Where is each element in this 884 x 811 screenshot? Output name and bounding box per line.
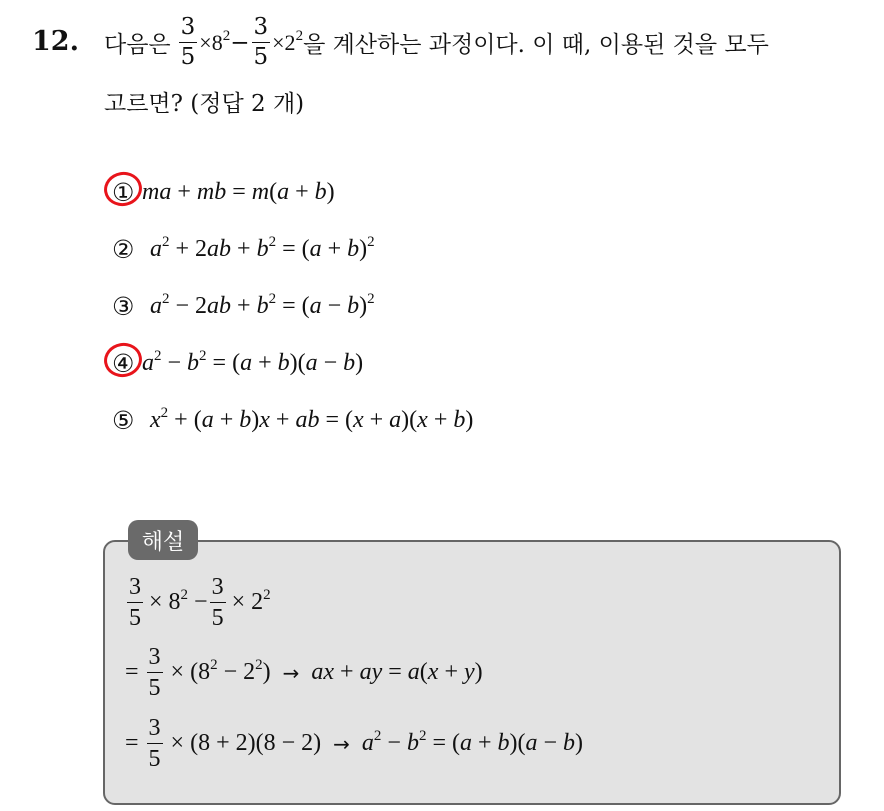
- solution-rule: ax + ay = a(x + y): [311, 659, 483, 685]
- option-marker: ①: [112, 178, 142, 207]
- option-4[interactable]: [112, 349, 363, 378]
- option-marker: ②: [112, 235, 135, 264]
- option-formula: $a^2 - 2ab + b^2 = (a - b)^2$: [150, 291, 375, 319]
- option-2[interactable]: [112, 235, 375, 264]
- solution-line-3: [125, 716, 583, 771]
- option-5[interactable]: [112, 406, 473, 435]
- red-circle-mark: [101, 340, 144, 380]
- option-1[interactable]: [112, 178, 335, 207]
- solution-fraction: $\frac{3}{5}$: [129, 574, 141, 631]
- solution-line-2: [125, 645, 483, 700]
- equals-sign: =: [125, 659, 139, 685]
- question-suffix: 을 계산하는 과정이다. 이 때, 이용된 것을 모두: [303, 32, 769, 58]
- red-circle-mark: [101, 169, 144, 209]
- option-formula: $a^2 + 2ab + b^2 = (a + b)^2$: [150, 234, 375, 262]
- option-marker: ③: [112, 292, 135, 321]
- question-term-1: $\times 8^2$: [199, 27, 231, 55]
- solution-fraction: $\frac{3}{5}$: [148, 715, 161, 772]
- arrow-icon: →: [333, 731, 350, 756]
- option-formula: ma + mb = m(a + b): [142, 179, 335, 205]
- question-fraction-1: $\frac{3}{5}$: [180, 14, 196, 70]
- question-line-1: [104, 16, 769, 69]
- question-minus: −: [230, 29, 250, 56]
- option-3[interactable]: [112, 292, 375, 321]
- solution-expression: × (8 + 2)(8 − 2): [170, 730, 322, 756]
- option-marker: ⑤: [112, 406, 135, 435]
- question-prefix: 다음은: [104, 32, 171, 58]
- question-term-2: $\times 2^2$: [272, 27, 304, 55]
- solution-term: × $2^2$: [231, 587, 271, 615]
- option-formula: $x^2 + (a + b)x$ + ab = (x + a)(x + b): [150, 405, 474, 433]
- explanation-label: 해설: [128, 520, 198, 560]
- option-marker: ④: [112, 349, 142, 378]
- arrow-icon: →: [282, 660, 300, 685]
- solution-term: × $8^2$ −: [149, 587, 208, 615]
- question-line-2: 고르면? (정답 2 개): [104, 91, 305, 117]
- question-number: 12.: [32, 26, 79, 57]
- equals-sign: =: [125, 730, 139, 756]
- option-formula: $a^2 - b^2 = (a + b)(a - b)$: [142, 348, 364, 376]
- question-fraction-2: $\frac{3}{5}$: [253, 14, 269, 70]
- solution-fraction: $\frac{3}{5}$: [148, 644, 161, 701]
- solution-fraction: $\frac{3}{5}$: [211, 574, 224, 631]
- solution-line-1: [125, 575, 271, 630]
- solution-expression: × $(8^2 - 2^2)$: [170, 657, 271, 685]
- solution-rule: $a^2 - b^2 = (a + b)(a - b)$: [361, 728, 584, 756]
